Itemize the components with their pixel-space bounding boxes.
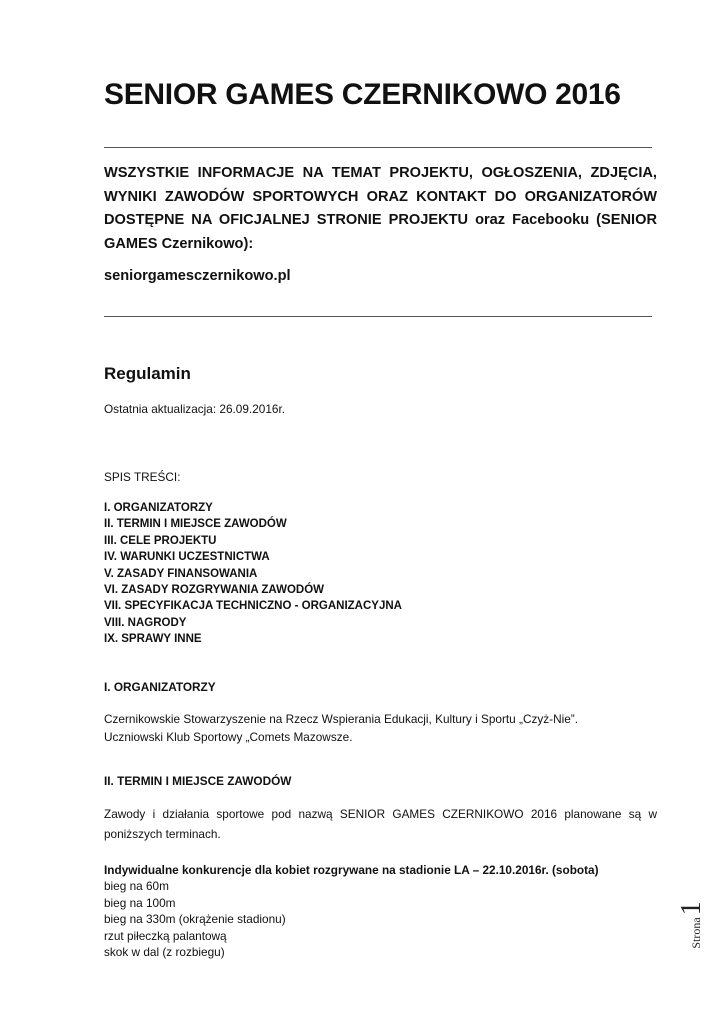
info-paragraph: WSZYSTKIE INFORMACJE NA TEMAT PROJEKTU, OGŁOSZENIA, ZDJĘCIA, WYNIKI ZAWODÓW SPORTOWYCH ORAZ KONTAKT DO ORGANIZATORÓW DOSTĘPNE NA OFICJALNEJ STRONIE PROJEKTU oraz Facebooku (SENIOR GAMES Czernikowo): (104, 165, 657, 252)
toc-item[interactable]: I. ORGANIZATORZY (104, 502, 213, 514)
page-number: 1 (676, 901, 707, 916)
toc-item[interactable]: VI. ZASADY ROZGRYWANIA ZAWODÓW (104, 584, 324, 597)
event-item: bieg na 60m (104, 879, 169, 894)
organizer-line: Czernikowskie Stowarzyszenie na Rzecz Wspierania Edukacji, Kultury i Sportu „Czyż-Nie”. (104, 712, 579, 726)
organizer-line: Uczniowski Klub Sportowy „Comets Mazowsze. (104, 730, 353, 744)
regulations-heading: Regulamin (104, 364, 191, 383)
last-update-text: Ostatnia aktualizacja: 26.09.2016r. (104, 402, 286, 416)
women-events-list (104, 862, 599, 960)
toc-item[interactable]: III. CELE PROJEKTU (104, 534, 217, 547)
event-item: bieg na 330m (okrążenie stadionu) (104, 912, 286, 927)
toc-item[interactable]: VIII. NAGRODY (104, 616, 187, 629)
organizers-list (104, 710, 578, 746)
website-link[interactable]: seniorgamesczernikowo.pl (104, 268, 291, 284)
page-footer (662, 880, 722, 970)
event-item: rzut piłeczką palantową (104, 928, 227, 943)
toc-heading: SPIS TREŚCI: (104, 470, 181, 484)
separator-line (104, 147, 652, 148)
separator-line (104, 316, 652, 317)
table-of-contents (104, 500, 402, 648)
schedule-paragraph: Zawody i działania sportowe pod nazwą SENIOR GAMES CZERNIKOWO 2016 planowane są w poniższych terminach. (104, 807, 657, 841)
event-item: bieg na 100m (104, 895, 176, 910)
event-item: skok w dal (z rozbiegu) (104, 945, 225, 960)
toc-item[interactable]: II. TERMIN I MIEJSCE ZAWODÓW (104, 518, 287, 531)
page-label: Strona (689, 917, 703, 949)
document-title: SENIOR GAMES CZERNIKOWO 2016 (104, 78, 621, 111)
toc-item[interactable]: VII. SPECYFIKACJA TECHNICZNO - ORGANIZACYJNA (104, 600, 402, 613)
toc-item[interactable]: V. ZASADY FINANSOWANIA (104, 567, 258, 580)
toc-item[interactable]: IX. SPRAWY INNE (104, 633, 202, 646)
section-heading-organizers: I. ORGANIZATORZY (104, 680, 216, 694)
section-heading-schedule: II. TERMIN I MIEJSCE ZAWODÓW (104, 774, 292, 788)
toc-item[interactable]: IV. WARUNKI UCZESTNICTWA (104, 551, 270, 564)
events-subheading: Indywidualne konkurencje dla kobiet rozgrywane na stadionie LA – 22.10.2016r. (sobota) (104, 863, 599, 877)
